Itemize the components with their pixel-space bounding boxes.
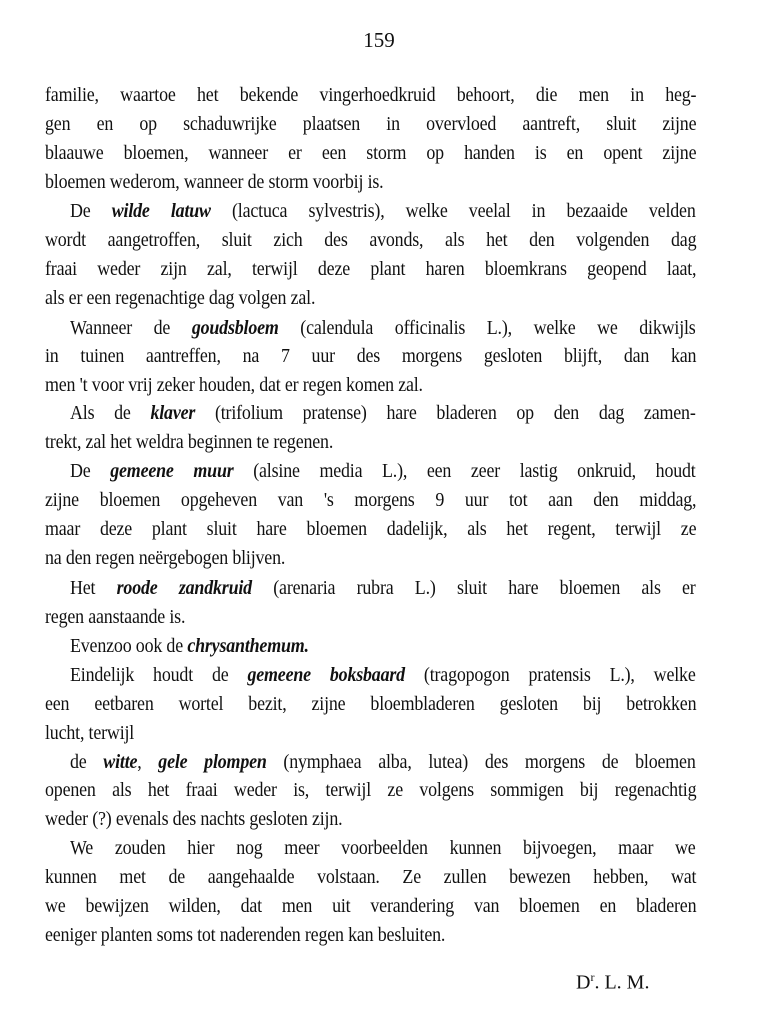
italic-term: gele plompen (158, 752, 267, 773)
text-run: een eetbaren wortel bezit, zijne bloembladeren gesloten bij betrokken (45, 694, 697, 715)
text-run: maar deze plant sluit hare bloemen dadelijk, als het regent, terwijl ze (45, 519, 697, 540)
text-line (45, 257, 696, 283)
text-run: trekt, zal het weldra beginnen te regenen. (45, 432, 334, 453)
italic-term: chrysanthemum. (187, 636, 309, 657)
text-run: na den regen neërgebogen blijven. (45, 548, 286, 569)
text-line (45, 170, 696, 196)
text-run: Evenzoo ook de (70, 636, 188, 657)
signature-initials: . L. M. (594, 971, 650, 994)
text-line (70, 316, 696, 342)
italic-term: roode zandkruid (116, 578, 252, 599)
signature (576, 970, 649, 995)
text-run: (arenaria rubra L.) sluit hare bloemen als er (251, 578, 696, 599)
text-line (45, 778, 696, 804)
text-run: (nymphaea alba, lutea) des morgens de bloemen (266, 752, 696, 773)
text-run: De (70, 201, 112, 222)
italic-term: goudsbloem (191, 318, 279, 339)
text-run: (tragopogon pratensis L.), welke (404, 665, 696, 686)
text-run: We zouden hier nog meer voorbeelden kunnen bijvoegen, maar we (70, 838, 696, 859)
text-run: De (70, 461, 111, 482)
text-line (45, 83, 696, 109)
text-run: bloemen wederom, wanneer de storm voorbij is. (45, 172, 384, 193)
text-line (70, 199, 696, 225)
italic-term: gemeene muur (110, 461, 234, 482)
text-run: Eindelijk houdt de (70, 665, 248, 686)
text-line (70, 836, 696, 862)
text-run: (lactuca sylvestris), welke veelal in bezaaide velden (210, 201, 696, 222)
text-line (45, 373, 696, 399)
text-run: men 't voor vrij zeker houden, dat er regen komen zal. (45, 375, 423, 396)
text-line (45, 721, 696, 747)
text-line (45, 923, 696, 949)
text-run: Het (70, 578, 117, 599)
text-run: openen als het fraai weder is, terwijl ze volgens sommigen bij regenachtig (45, 780, 697, 801)
page-number: 159 (363, 28, 395, 52)
text-run: (calendula officinalis L.), welke we dikwijls (278, 318, 696, 339)
text-run: wordt aangetroffen, sluit zich des avonds, als het den volgenden dag (45, 230, 697, 251)
italic-term: wilde latuw (111, 201, 211, 222)
text-line (70, 663, 696, 689)
text-run: de (70, 752, 104, 773)
text-line (45, 807, 696, 833)
text-run: (trifolium pratense) hare bladeren op den dag zamen- (195, 403, 696, 424)
text-run: regen aanstaande is. (45, 607, 186, 628)
text-run: blaauwe bloemen, wanneer er een storm op handen is en opent zijne (45, 143, 697, 164)
text-run: kunnen met de aangehaalde volstaan. Ze zullen bewezen hebben, wat (45, 867, 697, 888)
text-line (45, 865, 696, 891)
text-line (45, 344, 696, 370)
text-line (70, 634, 696, 660)
text-run: Als de (70, 403, 151, 424)
text-run: , (137, 752, 159, 773)
signature-dr: D (576, 971, 591, 994)
italic-term: klaver (150, 403, 196, 424)
text-line (45, 141, 696, 167)
text-line (70, 401, 696, 427)
text-run: gen en op schaduwrijke plaatsen in overvloed aantreft, sluit zijne (45, 114, 697, 135)
text-run: zijne bloemen opgeheven van 's morgens 9 uur tot aan den middag, (45, 490, 697, 511)
text-run: lucht, terwijl (45, 723, 135, 744)
text-run: we bewijzen wilden, dat men uit verandering van bloemen en bladeren (45, 896, 697, 917)
text-line (45, 430, 696, 456)
text-run: familie, waartoe het bekende vingerhoedkruid behoort, die men in heg- (45, 85, 697, 106)
text-line (45, 286, 696, 312)
text-line (45, 894, 696, 920)
text-run: (alsine media L.), een zeer lastig onkruid, houdt (233, 461, 696, 482)
text-run: eeniger planten soms tot naderenden regen kan besluiten. (45, 925, 446, 946)
text-line (45, 692, 696, 718)
signature-sup: r (590, 970, 595, 984)
italic-term: gemeene boksbaard (247, 665, 405, 686)
text-line (45, 228, 696, 254)
text-line (45, 112, 696, 138)
text-line (70, 750, 696, 776)
text-line (70, 459, 696, 485)
text-line (45, 546, 696, 572)
text-run: in tuinen aantreffen, na 7 uur des morgens gesloten blijft, dan kan (45, 346, 697, 367)
text-run: weder (?) evenals des nachts gesloten zijn. (45, 809, 343, 830)
text-line (45, 605, 696, 631)
italic-term: witte (103, 752, 138, 773)
text-run: fraai weder zijn zal, terwijl deze plant haren bloemkrans geopend laat, (45, 259, 697, 280)
text-line (45, 517, 696, 543)
text-line (70, 576, 696, 602)
text-run: Wanneer de (70, 318, 192, 339)
text-run: als er een regenachtige dag volgen zal. (45, 288, 316, 309)
text-line (45, 488, 696, 514)
